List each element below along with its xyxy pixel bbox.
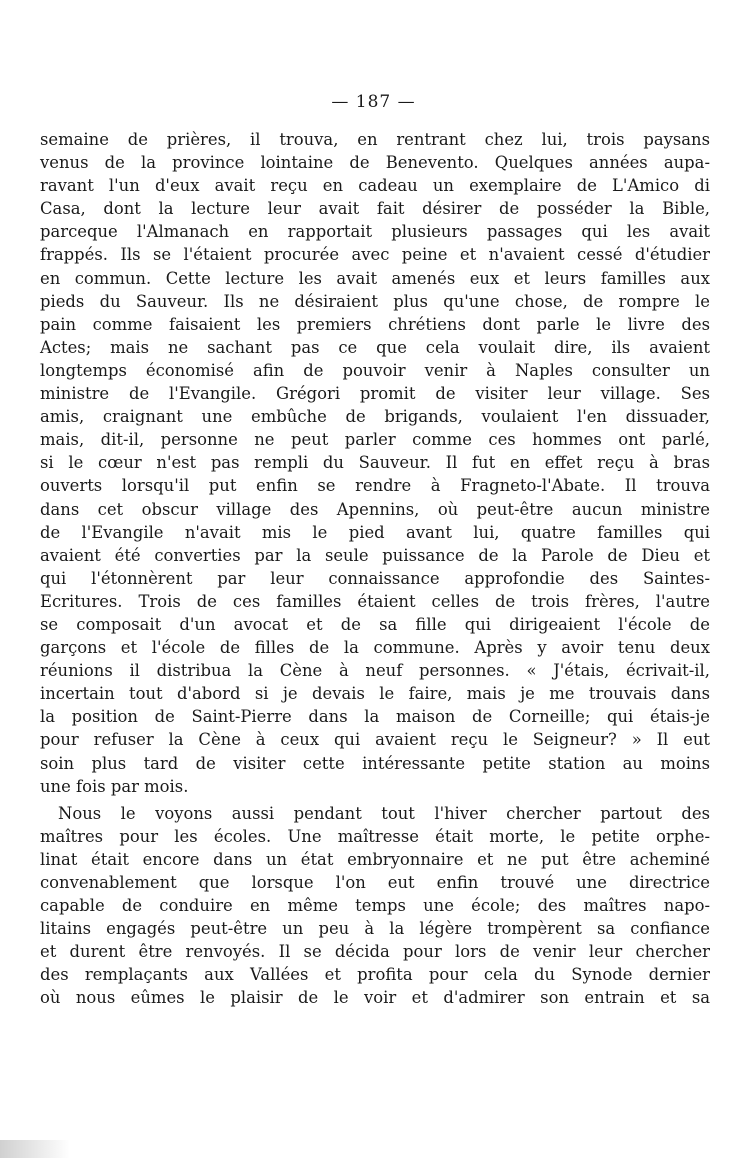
- text-line: Casa, dont la lecture leur avait fait désirer de posséder la Bible,: [40, 199, 710, 219]
- text-line: Ecritures. Trois de ces familles étaient celles de trois frères, l'autre: [40, 591, 710, 611]
- text-line: amis, craignant une embûche de brigands, voulaient l'en dissuader,: [40, 407, 710, 427]
- text-line: frappés. Ils se l'étaient procurée avec peine et n'avaient cessé d'étudier: [40, 245, 710, 265]
- text-line: capable de conduire en même temps une école; des maîtres napo-: [40, 896, 710, 916]
- text-line: où nous eûmes le plaisir de le voir et d'admirer son entrain et sa: [40, 988, 710, 1008]
- text-line: de l'Evangile n'avait mis le pied avant lui, quatre familles qui: [40, 522, 710, 542]
- text-line: qui l'étonnèrent par leur connaissance approfondie des Saintes-: [40, 568, 710, 588]
- text-line: ministre de l'Evangile. Grégori promit de visiter leur village. Ses: [40, 384, 710, 404]
- text-line: venus de la province lointaine de Benevento. Quelques années aupa-: [40, 153, 710, 173]
- text-line: Actes; mais ne sachant pas ce que cela voulait dire, ils avaient: [40, 337, 710, 357]
- text-line: pain comme faisaient les premiers chrétiens dont parle le livre des: [40, 314, 710, 334]
- text-line: convenablement que lorsque l'on eut enfin trouvé une directrice: [40, 873, 710, 892]
- text-line: pour refuser la Cène à ceux qui avaient reçu le Seigneur? » Il eut: [40, 730, 710, 750]
- text-line: réunions il distribua la Cène à neuf personnes. « J'étais, écrivait-il,: [40, 661, 710, 681]
- text-line: linat était encore dans un état embryonnaire et ne put être acheminé: [40, 849, 710, 869]
- text-line: mais, dit-il, personne ne peut parler comme ces hommes ont parlé,: [40, 430, 710, 450]
- text-line: incertain tout d'abord si je devais le faire, mais je me trouvais dans: [40, 684, 710, 704]
- text-line: Nous le voyons aussi pendant tout l'hiver chercher partout des: [58, 803, 710, 823]
- paragraph-1: [40, 128, 710, 798]
- scan-smudge: [0, 1140, 70, 1158]
- text-line: soin plus tard de visiter cette intéressante petite station au moins: [40, 753, 710, 773]
- text-line: pieds du Sauveur. Ils ne désiraient plus qu'une chose, de rompre le: [40, 291, 710, 311]
- text-line: se composait d'un avocat et de sa fille qui dirigeaient l'école de: [40, 614, 710, 634]
- text-line: dans cet obscur village des Apennins, où peut-être aucun ministre: [40, 499, 710, 519]
- text-line: parceque l'Almanach en rapportait plusieurs passages qui les avait: [40, 222, 710, 242]
- text-line: une fois par mois.: [40, 776, 189, 796]
- paragraph-2: [40, 802, 710, 1010]
- text-line: si le cœur n'est pas rempli du Sauveur. Il fut en effet reçu à bras: [40, 453, 710, 473]
- text-line: la position de Saint-Pierre dans la maison de Corneille; qui étais-je: [40, 707, 710, 727]
- text-line: garçons et l'école de filles de la commune. Après y avoir tenu deux: [40, 638, 710, 658]
- text-line: et durent être renvoyés. Il se décida pour lors de venir leur chercher: [40, 942, 710, 962]
- text-line: ravant l'un d'eux avait reçu en cadeau un exemplaire de L'Amico di: [40, 176, 710, 196]
- body-text: [40, 128, 710, 1010]
- text-line: semaine de prières, il trouva, en rentrant chez lui, trois paysans: [40, 130, 710, 149]
- page-number: — 187 —: [331, 92, 416, 112]
- text-line: maîtres pour les écoles. Une maîtresse était morte, le petite orphe-: [40, 826, 710, 846]
- text-line: en commun. Cette lecture les avait amenés eux et leurs familles aux: [40, 268, 710, 288]
- text-line: des remplaçants aux Vallées et profita pour cela du Synode dernier: [40, 965, 710, 985]
- text-line: avaient été converties par la seule puissance de la Parole de Dieu et: [40, 545, 710, 565]
- text-line: litains engagés peut-être un peu à la légère trompèrent sa confiance: [40, 919, 710, 939]
- text-line: ouverts lorsqu'il put enfin se rendre à Fragneto-l'Abate. Il trouva: [40, 476, 710, 496]
- text-line: longtemps économisé afin de pouvoir venir à Naples consulter un: [40, 360, 710, 380]
